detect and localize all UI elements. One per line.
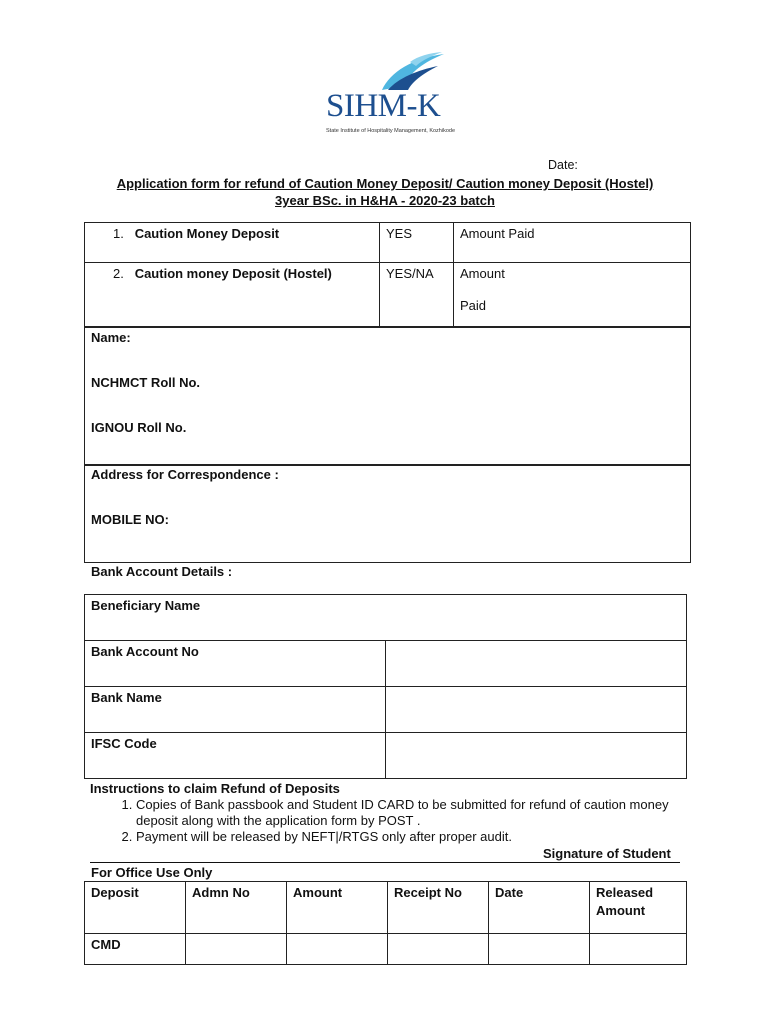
office-row-label: CMD	[85, 934, 186, 965]
wave-emblem-icon	[318, 52, 450, 92]
office-header-cell: Amount	[287, 882, 388, 934]
amount-paid-cell[interactable]	[454, 223, 691, 263]
beneficiary-name-label: Beneficiary Name	[91, 598, 201, 613]
office-header-cell: Released Amount	[590, 882, 687, 934]
deposit-table	[84, 222, 691, 327]
deposit-label-cell	[85, 263, 380, 327]
office-header-cell: Admn No	[186, 882, 287, 934]
bank-row	[85, 641, 687, 687]
personal-details-box	[84, 327, 691, 466]
paid-label: Paid	[460, 297, 487, 313]
office-use-table	[84, 881, 687, 965]
logo-wordmark: SIHM-K	[326, 88, 441, 124]
form-subtitle: 3year BSc. in H&HA - 2020-23 batch	[275, 193, 495, 208]
deposit-row	[85, 263, 691, 327]
bank-name-input[interactable]	[386, 687, 687, 733]
deposit-option: YES/NA	[386, 266, 434, 281]
bank-name-label-cell	[85, 687, 386, 733]
beneficiary-name-cell[interactable]	[85, 595, 687, 641]
deposit-row	[85, 223, 691, 263]
office-admn-cell[interactable]	[186, 934, 287, 965]
date-label: Date:	[548, 158, 578, 172]
ifsc-label-cell	[85, 733, 386, 779]
deposit-label-cell	[85, 223, 380, 263]
logo-tagline: State Institute of Hospitality Management, Kozhikode	[326, 128, 456, 134]
deposit-number: 1.	[113, 226, 124, 241]
bank-row	[85, 687, 687, 733]
bank-account-input[interactable]	[386, 641, 687, 687]
contact-details-box	[84, 464, 691, 563]
student-signature-label: Signature of Student	[543, 846, 671, 861]
office-header-cell: Receipt No	[388, 882, 489, 934]
office-use-title: For Office Use Only	[91, 865, 213, 880]
nchmct-roll-field[interactable]: NCHMCT Roll No.	[91, 375, 201, 390]
instructions-section	[90, 781, 680, 845]
ifsc-input[interactable]	[386, 733, 687, 779]
divider-line	[90, 862, 680, 863]
bank-account-label-cell	[85, 641, 386, 687]
instructions-list	[90, 797, 680, 845]
office-header-row	[85, 882, 687, 934]
mobile-field[interactable]: MOBILE NO:	[91, 512, 169, 527]
office-data-row	[85, 934, 687, 965]
bank-details-table	[84, 594, 687, 779]
instruction-item: 1. Copies of Bank passbook and Student ID CARD to be submitted for refund of caution money deposit along with the application form by POST .	[136, 797, 680, 829]
ignou-roll-field[interactable]: IGNOU Roll No.	[91, 420, 187, 435]
bank-details-heading: Bank Account Details :	[91, 564, 233, 579]
office-date-cell[interactable]	[489, 934, 590, 965]
amount-label: Amount	[460, 266, 505, 281]
instruction-item: 2. Payment will be released by NEFT|/RTGS only after proper audit.	[136, 829, 680, 845]
deposit-option: YES	[386, 226, 413, 241]
name-field[interactable]: Name:	[91, 330, 131, 345]
deposit-label: Caution Money Deposit	[134, 226, 280, 241]
deposit-label: Caution money Deposit (Hostel)	[134, 266, 332, 281]
bank-name-label: Bank Name	[91, 690, 162, 705]
address-field[interactable]: Address for Correspondence :	[91, 467, 279, 482]
bank-account-label: Bank Account No	[91, 644, 199, 659]
office-receipt-cell[interactable]	[388, 934, 489, 965]
deposit-option-cell[interactable]	[380, 263, 454, 327]
deposit-option-cell[interactable]	[380, 223, 454, 263]
bank-row	[85, 595, 687, 641]
office-released-cell[interactable]	[590, 934, 687, 965]
form-title: Application form for refund of Caution Money Deposit/ Caution money Deposit (Hostel)	[116, 176, 654, 191]
amount-paid-label: Amount Paid	[460, 226, 535, 241]
amount-paid-cell[interactable]	[454, 263, 691, 327]
office-amount-cell[interactable]	[287, 934, 388, 965]
bank-row	[85, 733, 687, 779]
ifsc-label: IFSC Code	[91, 736, 157, 751]
office-header-cell: Deposit	[85, 882, 186, 934]
deposit-number: 2.	[113, 266, 124, 281]
office-header-cell: Date	[489, 882, 590, 934]
instructions-heading: Instructions to claim Refund of Deposits	[90, 781, 340, 796]
